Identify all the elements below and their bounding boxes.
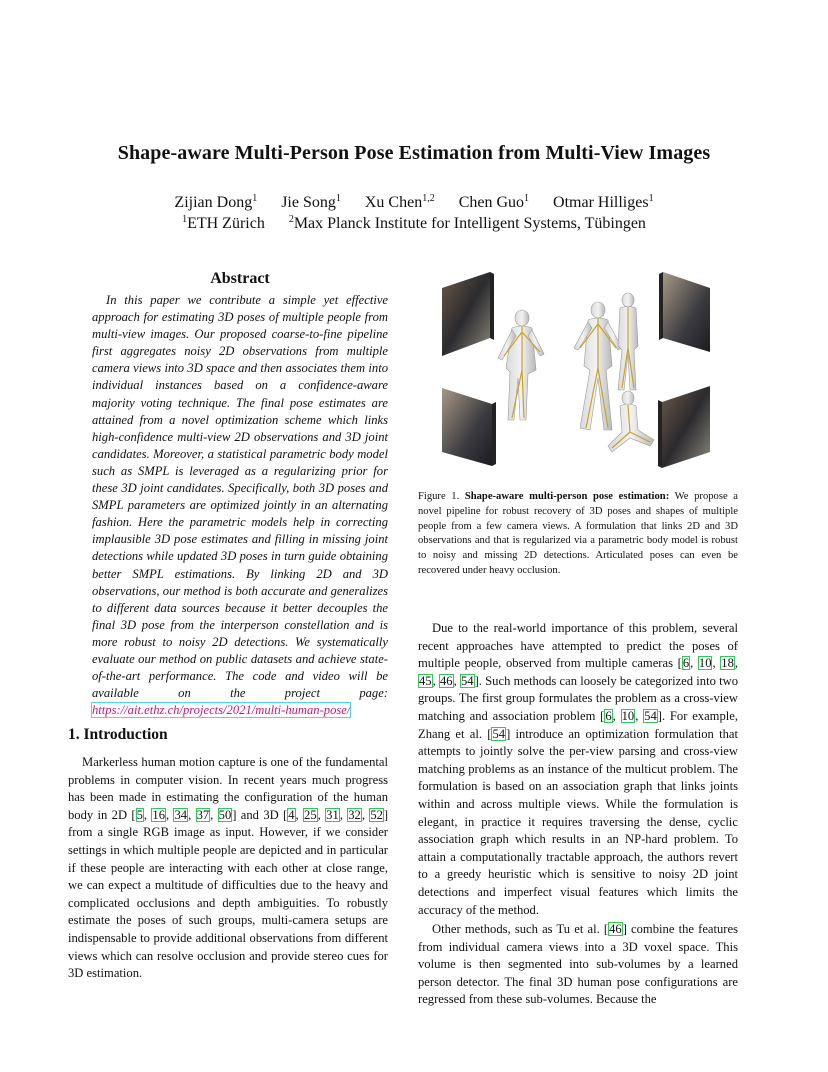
citation-link[interactable]: 50: [218, 807, 232, 822]
citation-link[interactable]: 45: [419, 673, 432, 688]
abstract-heading: Abstract: [210, 270, 270, 287]
affiliation: $^1$ETH Zürich: [182, 214, 265, 232]
affiliation: $^2$Max Planck Institute for Intelligent Systems, Tübingen: [288, 214, 646, 232]
citation-link[interactable]: 54: [461, 673, 474, 688]
citation-link[interactable]: 34: [174, 807, 188, 822]
figure-label: Figure 1.: [418, 491, 460, 502]
citation-link[interactable]: 31: [326, 807, 339, 822]
citation-link[interactable]: 54: [492, 726, 506, 741]
citation-link[interactable]: 5: [136, 807, 143, 822]
camera-view-tile: [659, 272, 710, 352]
abstract-body: In this paper we contribute a simple yet effective approach for estimating 3D poses of multiple people from multi-view images. Our proposed coarse-to-fine pipeline first aggregates noisy 2D observations from multiple camera views into 3D space and then associates them into individual instances based on a confidence-aware majority voting technique. The final pose estimates are attained from a novel optimization scheme which links high-confidence multi-view 2D observations and 3D joint candidates. Moreover, a statistical parametric body model such as SMPL is leveraged as a regularizing prior for these 3D joint candidates. Specifically, both 3D poses and SMPL parameters are optimized jointly in an alternating fashion. Here the parametric models help in correcting implausible 3D pose estimates and filling in missing joint detections while updated 3D poses in turn guide obtaining better SMPL estimations. By linking 2D and 3D observations, our method is both accurate and generalizes to different data sources because it better decouples the final 3D pose from the interperson constellation and is more robust to noisy 2D detections. We systematically evaluate our method on public datasets and achieve state-of-the-art performance. The code and video will be available on the project page: https://ait.ethz.ch/projects/2021/multi-human-pose/: [92, 293, 388, 718]
author-name: Otmar Hilliges$^1$: [553, 193, 654, 211]
citation-link[interactable]: 25: [304, 807, 317, 822]
citation-link[interactable]: 37: [196, 807, 210, 822]
camera-view-tile: [658, 386, 710, 468]
body-mesh-left: [498, 310, 544, 420]
citation-link[interactable]: 46: [609, 922, 622, 937]
figure-1-image: [440, 270, 715, 470]
citation-link[interactable]: 4: [288, 807, 295, 822]
citation-link[interactable]: 54: [644, 708, 657, 723]
camera-view-tile: [442, 388, 496, 466]
figure-caption-title: Shape-aware multi-person pose estimation:: [464, 491, 670, 502]
paper-title: Shape-aware Multi-Person Pose Estimation from Multi-View Images: [117, 142, 711, 164]
citation-link[interactable]: 10: [698, 656, 712, 671]
citation-link[interactable]: 6: [605, 708, 612, 723]
author-name: Jie Song$^1$: [281, 193, 341, 211]
citation-link[interactable]: 10: [621, 708, 635, 723]
author-name: Chen Guo$^1$: [458, 193, 530, 211]
body-mesh-seated: [608, 391, 654, 452]
camera-view-tile: [442, 272, 494, 356]
author-block: [0, 192, 828, 234]
citation-link[interactable]: 16: [152, 807, 165, 822]
citation-link[interactable]: 6: [682, 656, 690, 671]
section-heading-introduction: 1. Introduction: [68, 726, 168, 743]
author-list: [0, 192, 828, 213]
citation-link[interactable]: 32: [348, 807, 361, 822]
citation-link[interactable]: 18: [721, 656, 734, 671]
author-name: Xu Chen$^{1,2}$: [364, 193, 435, 211]
introduction-text: Markerless human motion capture is one of the fundamental problems in computer vision. In recent years much progress has been made in estimating the configuration of the human body in 2D [5, 16, 34, 37, 50] and 3D [4, 25, 31, 32, 52] from a single RGB image as input. However, if we consider settings in which multiple people are depicted and in particular if these people are interacting with each other at close range, we can expect a multitude of difficulties due to the heavy and complicated occlusions and depth ambiguities. To robustly estimate the poses of such groups, multi-camera setups are indispensable to provide additional observations from different views which can resolve occlusion and provide stereo cues for 3D estimation.: [68, 755, 389, 981]
project-url-link[interactable]: https://ait.ethz.ch/projects/2021/multi-human-pose/: [92, 703, 351, 718]
citation-link[interactable]: 46: [440, 673, 453, 688]
figure-1-caption: Figure 1. Shape-aware multi-person pose estimation: We propose a novel pipeline for robust recovery of 3D poses and shapes of multiple people from a few camera views. A formulation that links 2D and 3D observations and that is regularized via a parametric body model is robust to noisy and missing 2D detections. Articulated poses can even be recovered under heavy occlusion.: [418, 491, 738, 576]
right-column-text: Due to the real-world importance of this problem, several recent approaches have attempted to predict the poses of multiple people, observed from multiple cameras [6, 10, 18, 45, 46, 54]. Such methods can loosely be categorized into two groups. The first group formulates the problem as a cross-view matching and association problem [6, 10, 54]. For example, Zhang et al. [54] introduce an optimization formulation that attempts to jointly solve the per-view parsing and cross-view matching problems as an instance of the multicut problem. The formulation is based on an association graph that links joints within and across multiple views. While the formulation is elegant, in practice it requires traversing the dense, cyclic association graph which results in an NP-hard problem. To attain a computationally tractable approach, the authors revert to a greedy heuristic which is sensitive to noisy 2D joint detections and imperfect visual features which limits the accuracy of the method. Other methods, such as Tu et al. [46] combine the features from individual camera views into a 3D voxel space. This volume is then segmented into sub-volumes by a learned person detector. The final 3D human pose configurations are regressed from these sub-volumes. Because the: [418, 621, 739, 1007]
affiliation-list: [0, 213, 828, 234]
citation-link[interactable]: 52: [370, 807, 383, 822]
author-name: Zijian Dong$^1$: [174, 193, 258, 211]
